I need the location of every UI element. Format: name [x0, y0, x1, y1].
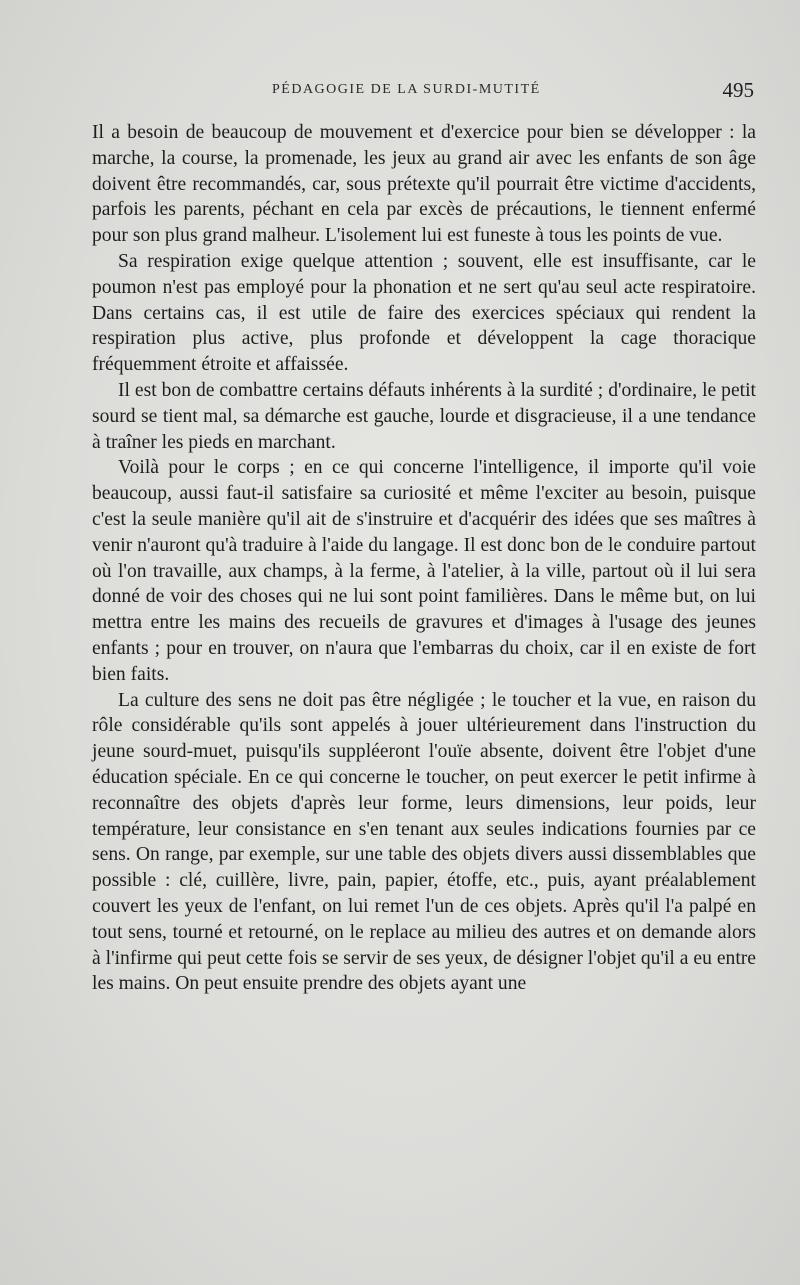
running-title: PÉDAGOGIE DE LA SURDI-MUTITÉ: [272, 82, 541, 97]
paragraph: La culture des sens ne doit pas être négligée ; le toucher et la vue, en raison du rôle considérable qu'ils sont appelés à jouer ultérieurement dans l'instruction du jeune sourd-muet, puisqu'ils suppléeront l'ouïe absente, doivent être l'objet d'une éducation spéciale. En ce qui concerne le toucher, on peut exercer le petit infirme à reconnaître des objets d'après leur forme, leurs dimensions, leur poids, leur température, leur consistance en s'en tenant aux seules indications fournies par ce sens. On range, par exemple, sur une table des objets divers aussi dissemblables que possible : clé, cuillère, livre, pain, papier, étoffe, etc., puis, ayant préalablement couvert les yeux de l'enfant, on lui remet l'un de ces objets. Après qu'il l'a palpé en tout sens, tourné et retourné, on le replace au milieu des autres et on demande alors à l'infirme qui peut cette fois se servir de ses yeux, de désigner l'objet qu'il a eu entre les mains. On peut ensuite prendre des objets ayant une: [92, 689, 756, 995]
paragraph: Voilà pour le corps ; en ce qui concerne l'intelligence, il importe qu'il voie beaucoup, aussi faut-il satisfaire sa curiosité et même l'exciter au besoin, puisque c'est la seule manière qu'il ait de s'instruire et d'acquérir des idées que ses maîtres à venir n'auront qu'à traduire à l'aide du langage. Il est donc bon de le conduire partout où l'on travaille, aux champs, à la ferme, à l'atelier, à la ville, partout où il lui sera donné de voir des choses qui ne lui sont point familières. Dans le même but, on lui mettra entre les mains des recueils de gravures et d'images à l'usage des jeunes enfants ; pour en trouver, on n'aura que l'embarras du choix, car il en existe de fort bien faits.: [92, 457, 756, 685]
paragraph: Il a besoin de beaucoup de mouvement et d'exercice pour bien se développer : la marche, la course, la promenade, les jeux au grand air avec les enfants de son âge doivent être recommandés, car, sous prétexte qu'il pourrait être victime d'accidents, parfois les parents, péchant en cela par excès de précautions, le tiennent enfermé pour son plus grand malheur. L'isolement lui est funeste à tous les points de vue.: [92, 122, 756, 247]
paragraph: Sa respiration exige quelque attention ; souvent, elle est insuffisante, car le poumon n'est pas employé pour la phonation et ne sert qu'au seul acte respiratoire. Dans certains cas, il est utile de faire des exercices spéciaux qui rendent la respiration plus active, plus profonde et développent la cage thoracique fréquemment étroite et affaissée.: [92, 250, 756, 376]
body-text: [92, 120, 756, 997]
page-header: [92, 78, 754, 108]
paragraph: Il est bon de combattre certains défauts inhérents à la surdité ; d'ordinaire, le petit sourd se tient mal, sa démarche est gauche, lourde et disgracieuse, il a une tendance à traîner les pieds en marchant.: [92, 379, 756, 453]
page-number: 495: [722, 78, 754, 102]
